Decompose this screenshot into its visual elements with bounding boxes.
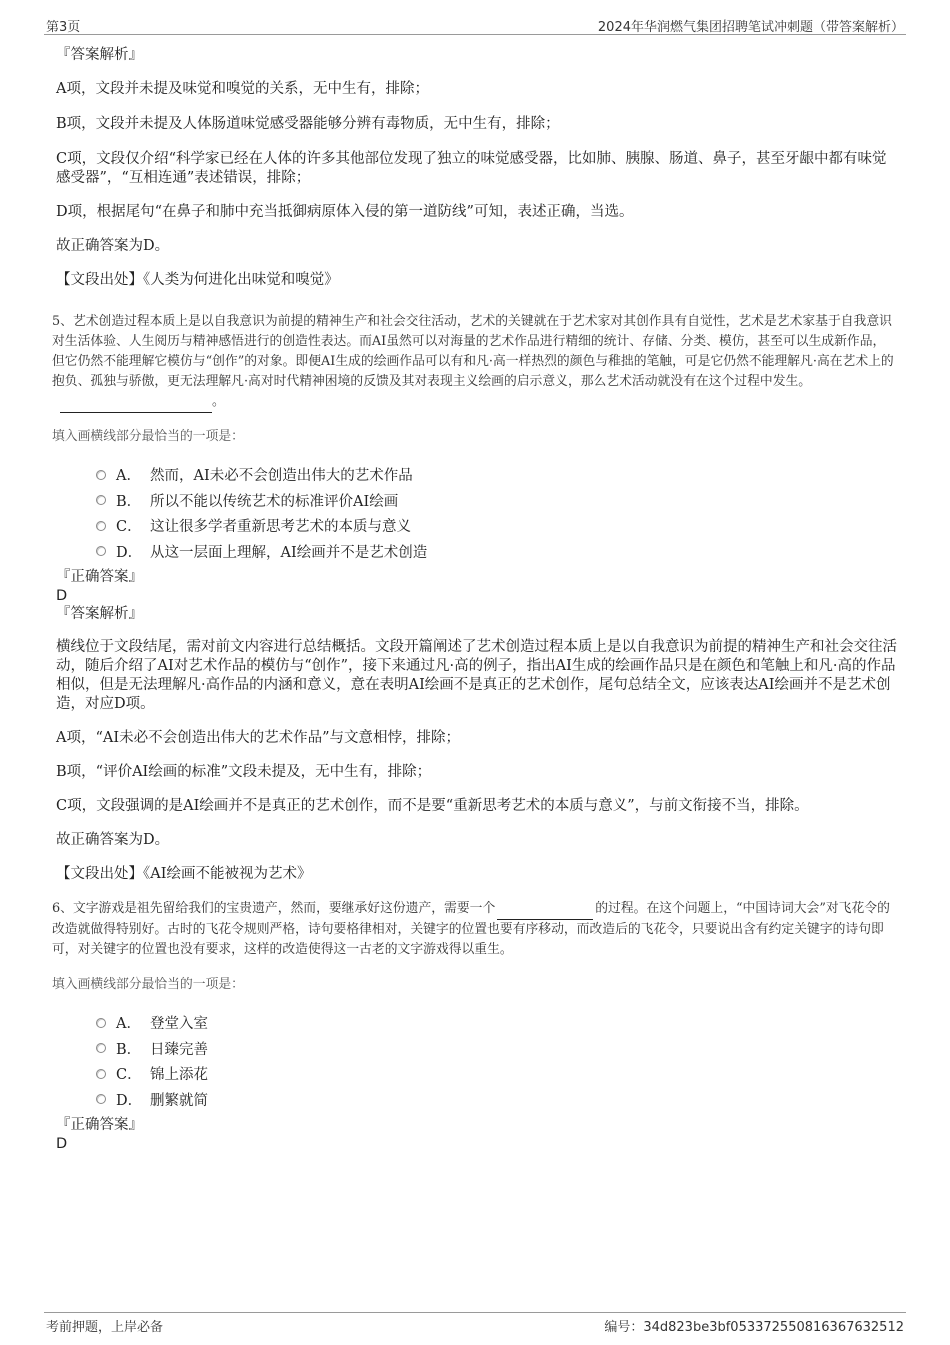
source-citation: 【文段出处】《人类为何进化出味觉和嗅觉》 xyxy=(56,272,339,288)
option-c[interactable]: C． 锦上添花 xyxy=(96,1061,898,1087)
option-a[interactable]: A． 登堂入室 xyxy=(96,1010,898,1036)
page-content xyxy=(52,44,898,1153)
radio-icon[interactable] xyxy=(96,470,106,480)
footer-slogan: 考前押题，上岸必备 xyxy=(46,1320,164,1335)
document-id: 编号：34d823be3bf0533725508163676325​12 xyxy=(604,1320,904,1335)
radio-icon[interactable] xyxy=(96,495,106,505)
analysis-paragraph: 横线位于文段结尾，需对前文内容进行总结概括。文段开篇阐述了艺术创造过程本质上是以自我意识为前提的精神生产和社会交往活动，随后介绍了AI对艺术作品的模仿与“创作”，接下来通过凡·高的例子，指出AI生成的绘画作品只是在颜色和笔触上和凡·高的作品相似，但是无法理解凡·高作品的内涵和意义，意在表明AI绘画不是真正的艺术创作，尾句总结全文，应该表达AI绘画并不是艺术创造，对应D项。 xyxy=(56,639,897,712)
correct-answer: D xyxy=(56,588,68,604)
radio-icon[interactable] xyxy=(96,1069,106,1079)
analysis-conclusion: 故正确答案为D。 xyxy=(56,238,170,254)
page-footer xyxy=(44,1312,906,1335)
question-prompt: 填入画横线部分最恰当的一项是： xyxy=(52,977,244,992)
page-number: 第3页 xyxy=(46,20,81,35)
analysis-label: 『答案解析』 xyxy=(56,606,143,622)
radio-icon[interactable] xyxy=(96,1043,106,1053)
analysis-line-c: C项，文段强调的是AI绘画并不是真正的艺术创作，而不是要“重新思考艺术的本质与意义”，与前文衔接不当，排除。 xyxy=(56,798,809,814)
source-citation: 【文段出处】《AI绘画不能被视为艺术》 xyxy=(56,866,312,882)
radio-icon[interactable] xyxy=(96,1094,106,1104)
analysis-line-c: C项，文段仅介绍“科学家已经在人体的许多其他部位发现了独立的味觉感受器，比如肺、胰腺、肠道、鼻子，甚至牙龈中都有味觉感受器”，“互相连通”表述错误，排除； xyxy=(56,151,887,186)
document-title: 2024年华润燃气集团招聘笔试冲刺题（带答案解析） xyxy=(597,20,904,35)
radio-icon[interactable] xyxy=(96,521,106,531)
analysis-line-b: B项，文段并未提及人体肠道味觉感受器能够分辨有毒物质，无中生有，排除； xyxy=(56,116,560,132)
option-c[interactable]: C． 这让很多学者重新思考艺术的本质与意义 xyxy=(96,513,898,539)
radio-icon[interactable] xyxy=(96,1018,106,1028)
option-a[interactable]: A． 然而，AI未必不会创造出伟大的艺术作品 xyxy=(96,462,898,488)
correct-answer-label: 『正确答案』 xyxy=(56,1117,143,1133)
question-5-text: 5、艺术创造过程本质上是以自我意识为前提的精神生产和社会交往活动，艺术的关键就在于艺术家对其创作具有自觉性，艺术是艺术家基于自我意识对生活体验、人生阅历与精神感悟进行的创造性表达。而AI虽然可以对海量的艺术作品进行精细的统计、存储、分类、模仿，甚至可以生成新作品，但它仍然不能理解它模仿与“创作”的对象。即便AI生成的绘画作品可以有和凡·高一样热烈的颜色与稚拙的笔触，可是它仍然不能理解凡·高在艺术上的抱负、孤独与骄傲，更无法理解凡·高对时代精神困境的反馈及其对表现主义绘画的启示意义，那么艺术活动就没有在这个过程中发生。 。 xyxy=(52,312,898,413)
analysis-conclusion: 故正确答案为D。 xyxy=(56,832,170,848)
answer-blank xyxy=(60,392,212,413)
option-d[interactable]: D． 从这一层面上理解，AI绘画并不是艺术创造 xyxy=(96,539,898,565)
analysis-line-a: A项，文段并未提及味觉和嗅觉的关系，无中生有，排除； xyxy=(56,81,429,97)
option-b[interactable]: B． 日臻完善 xyxy=(96,1036,898,1062)
analysis-line-a: A项，“AI未必不会创造出伟大的艺术作品”与文意相悖，排除； xyxy=(56,730,460,746)
correct-answer-label: 『正确答案』 xyxy=(56,569,143,585)
option-b[interactable]: B． 所以不能以传统艺术的标准评价AI绘画 xyxy=(96,488,898,514)
analysis-label: 『答案解析』 xyxy=(56,47,143,63)
question-6-text: 6、文字游戏是祖先留给我们的宝贵遗产，然而，要继承好这份遗产，需要一个 的过程。在这个问题上，“中国诗词大会”对飞花令的改造就做得特别好。古时的飞花令规则严格，诗句要格律相对，关键字的位置也要有序移动，而改造后的飞花令，只要说出含有约定关键字的诗句即可，对关键字的位置也没有要求，这样的改造使得这一古老的文字游戏得以重生。 xyxy=(52,901,890,957)
page-header xyxy=(44,14,906,35)
option-d[interactable]: D． 删繁就简 xyxy=(96,1087,898,1113)
question-5-options xyxy=(96,462,898,564)
answer-blank xyxy=(497,899,593,920)
radio-icon[interactable] xyxy=(96,546,106,556)
analysis-line-b: B项，“评价AI绘画的标准”文段未提及，无中生有，排除； xyxy=(56,764,432,780)
analysis-line-d: D项，根据尾句“在鼻子和肺中充当抵御病原体入侵的第一道防线”可知，表述正确，当选。 xyxy=(56,204,634,220)
question-6-options xyxy=(96,1010,898,1112)
question-prompt: 填入画横线部分最恰当的一项是： xyxy=(52,429,244,444)
correct-answer: D xyxy=(56,1136,68,1152)
